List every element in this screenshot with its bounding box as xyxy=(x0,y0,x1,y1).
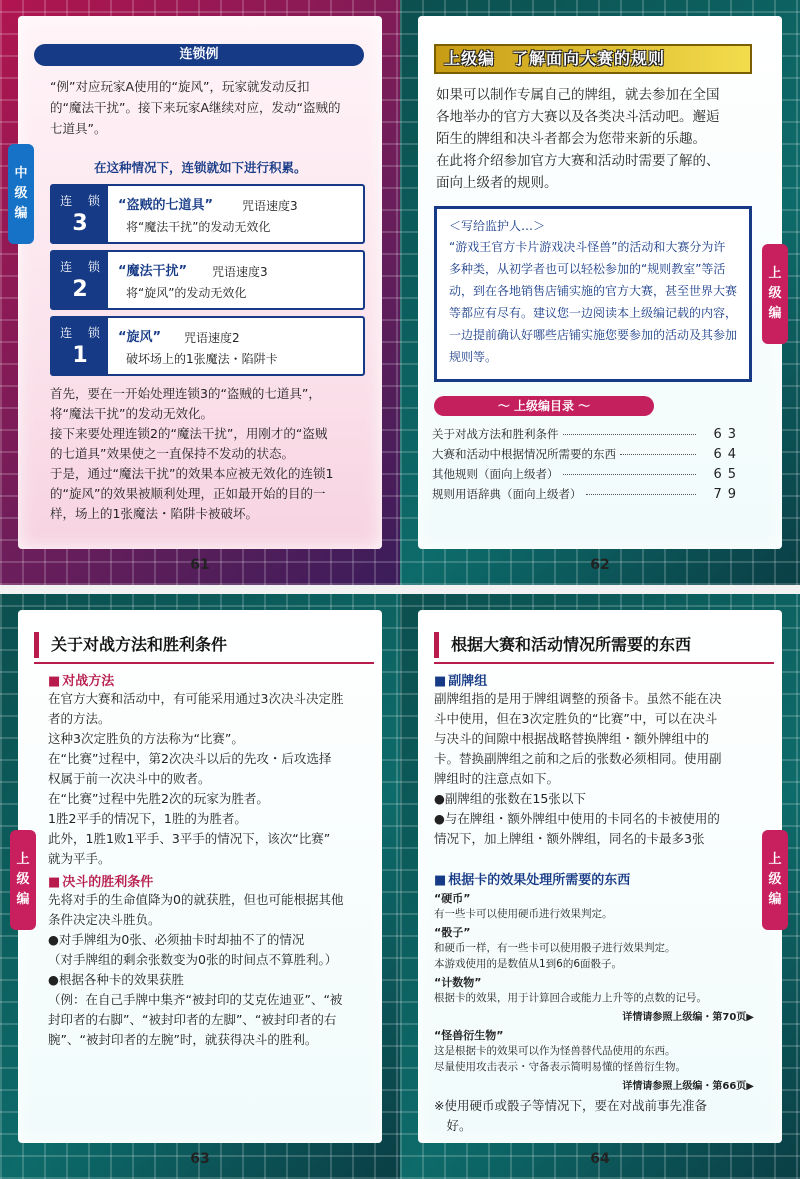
text-line: 首先，要在一开始处理连锁3的“盗贼的七道具”， xyxy=(50,386,321,401)
text-line: 和硬币一样，有一些卡可以使用骰子进行效果判定。 xyxy=(434,942,676,954)
page-reference-link[interactable]: 详情请参照上级编・第70页▶ xyxy=(622,1012,754,1023)
side-tab-char: 上 xyxy=(16,852,30,867)
section-title: 关于对战方法和胜利条件 xyxy=(34,632,364,658)
text-line: 将“魔法干扰”的发动无效化。 xyxy=(50,406,213,421)
toc-page: 79 xyxy=(713,487,742,502)
card-name: “魔法干扰” xyxy=(118,264,188,279)
text-line: 先将对手的生命值降为0的就获胜，但也可能根据其他 xyxy=(48,892,344,907)
table-of-contents xyxy=(432,426,742,506)
chain-number: 3 xyxy=(72,211,88,236)
page-63-body xyxy=(48,670,366,1050)
text-line: 于是，通过“魔法干扰”的效果本应被无效化的连锁1 xyxy=(50,466,334,481)
chain-number: 1 xyxy=(72,343,88,368)
subheading-victory-conditions: ■ 决斗的胜利条件 xyxy=(48,871,366,890)
page-63 xyxy=(0,594,400,1179)
toc-label: 规则用语辞典（面向上级者） xyxy=(432,487,582,501)
text-line: ●对手牌组为0张、必须抽卡时却抽不了的情况 xyxy=(48,932,305,947)
section-title-chain-example: 连锁例 xyxy=(34,44,364,66)
intro-text xyxy=(50,76,370,139)
chain-box-3 xyxy=(50,184,365,244)
term-dice: “骰子” xyxy=(434,926,471,939)
side-tab-char: 级 xyxy=(768,286,782,301)
page-64-body xyxy=(434,670,754,1136)
side-tab-char: 级 xyxy=(768,872,782,887)
chain-number: 2 xyxy=(72,277,88,302)
subheading-effect-items: ■ 根据卡的效果处理所需要的东西 xyxy=(434,869,754,888)
page-64 xyxy=(400,594,800,1179)
text-line: 斗中使用，但在3次定胜负的“比赛”中，可以在决斗 xyxy=(434,711,718,726)
toc-item[interactable] xyxy=(432,486,742,506)
side-tab-char: 编 xyxy=(768,306,782,321)
bottom-spread xyxy=(0,594,800,1179)
page-number: 61 xyxy=(190,557,210,573)
note-line: 好。 xyxy=(434,1118,472,1133)
toc-page: 65 xyxy=(713,467,742,482)
chain-effect: 将“旋风”的发动无效化 xyxy=(126,286,247,300)
toc-page: 64 xyxy=(713,447,742,462)
text-line: 封印者的右脚”、“被封印者的左脚”、“被封印者的右 xyxy=(48,1012,337,1027)
spell-speed: 咒语速度3 xyxy=(242,199,298,213)
text-line: ●根据各种卡的效果获胜 xyxy=(48,972,184,987)
intro-text xyxy=(436,84,766,194)
side-tab-char: 上 xyxy=(768,266,782,281)
page-title: 上级编 了解面向大赛的规则 xyxy=(434,44,752,74)
text-line: 各地举办的官方大赛以及各类决斗活动吧。邂逅 xyxy=(436,109,720,125)
toc-item[interactable] xyxy=(432,466,742,486)
toc-label: 大赛和活动中根据情况所需要的东西 xyxy=(432,447,616,461)
text-line: “游戏王官方卡片游戏决斗怪兽”的活动和大赛分为许 xyxy=(449,240,726,254)
chain-box-1 xyxy=(50,316,365,376)
toc-page: 63 xyxy=(713,427,742,442)
text-line: 者的方法。 xyxy=(48,711,111,726)
text-line: 副牌组指的是用于牌组调整的预备卡。虽然不能在决 xyxy=(434,691,722,706)
toc-label: 其他规则（面向上级者） xyxy=(432,467,559,481)
text-line: 接下来要处理连锁2的“魔法干扰”，用刚才的“盗贼 xyxy=(50,426,328,441)
text-line: 卡。替换副牌组之前和之后的张数必须相同。使用副 xyxy=(434,751,722,766)
chain-effect: 破坏场上的1张魔法・陷阱卡 xyxy=(126,352,278,366)
text-line: “例”对应玩家A使用的“旋风”，玩家就发动反扣 xyxy=(50,79,310,94)
body-text xyxy=(50,384,370,524)
term-monster-token: “怪兽衍生物” xyxy=(434,1029,504,1042)
toc-item[interactable] xyxy=(432,446,742,466)
term-coin: “硬币” xyxy=(434,892,471,905)
text-line: 腕”、“被封印者的左腕”时，就获得决斗的胜利。 xyxy=(48,1032,318,1047)
chain-number-block xyxy=(52,186,108,242)
text-line: 在“比赛”过程中先胜2次的玩家为胜者。 xyxy=(48,791,269,806)
subheading-battle-method: ■ 对战方法 xyxy=(48,670,366,689)
toc-label: 关于对战方法和胜利条件 xyxy=(432,427,559,441)
chain-label: 连 锁 xyxy=(60,260,106,274)
text-line: 情况下，加上牌组・额外牌组，同名的卡最多3张 xyxy=(434,831,705,846)
text-line: 的“魔法干扰”。接下来玩家A继续对应，发动“盗贼的 xyxy=(50,100,341,115)
page-number: 64 xyxy=(590,1151,610,1167)
text-line: 有一些卡可以使用硬币进行效果判定。 xyxy=(434,908,613,920)
page-reference-link[interactable]: 详情请参照上级编・第66页▶ xyxy=(622,1081,754,1092)
page-61 xyxy=(0,0,400,585)
text-line: 1胜2平手的情况下，1胜的为胜者。 xyxy=(48,811,247,826)
text-line: 陌生的牌组和决斗者都会为您带来新的乐趣。 xyxy=(436,131,706,147)
side-tab-char: 编 xyxy=(768,892,782,907)
toc-leader xyxy=(586,494,697,495)
page-62 xyxy=(400,0,800,585)
note-line: ※使用硬币或骰子等情况下，要在对战前事先准备 xyxy=(434,1098,707,1113)
text-line: 的“旋风”的效果被顺利处理，正如最开始的目的一 xyxy=(50,486,326,501)
spell-speed: 咒语速度3 xyxy=(212,265,268,279)
text-line: 这种3次定胜负的方法称为“比赛”。 xyxy=(48,731,244,746)
card-name: “旋风” xyxy=(118,330,162,345)
text-line: 动，到在各地销售店铺实施的官方大赛，甚至世界大赛 xyxy=(449,284,738,298)
text-line: 等都应有尽有。建议您一边阅读本上级编记载的内容， xyxy=(449,306,738,320)
side-tab-char: 编 xyxy=(14,206,28,221)
side-tab-advanced xyxy=(10,830,36,930)
page-number: 62 xyxy=(590,557,610,573)
section-title: 根据大赛和活动情况所需要的东西 xyxy=(434,632,754,658)
side-tab-advanced xyxy=(762,830,788,930)
chain-effect: 将“魔法干扰”的发动无效化 xyxy=(126,220,271,234)
chain-label: 连 锁 xyxy=(60,326,106,340)
chain-label: 连 锁 xyxy=(60,194,106,208)
text-line: ●与在牌组・额外牌组中使用的卡同名的卡被使用的 xyxy=(434,811,720,826)
text-line: 面向上级者的规则。 xyxy=(436,175,558,191)
text-line: （对手牌组的剩余张数变为0张的时间点不算胜利。） xyxy=(48,952,338,967)
text-line: （例：在自己手牌中集齐“被封印的艾克佐迪亚”、“被 xyxy=(48,992,343,1007)
text-line: 尽量使用攻击表示・守备表示简明易懂的怪兽衍生物。 xyxy=(434,1061,686,1073)
chain-number-block xyxy=(52,318,108,374)
toc-leader xyxy=(620,454,696,455)
side-tab-char: 中 xyxy=(14,166,28,181)
toc-leader xyxy=(563,434,697,435)
text-line: 本游戏使用的是数值从1到6的6面骰子。 xyxy=(434,958,623,970)
text-line: 多种类，从初学者也可以轻松参加的“规则教室”等活 xyxy=(449,262,726,276)
text-line: 在“比赛”过程中，第2次决斗以后的先攻・后攻选择 xyxy=(48,751,332,766)
text-line: 规则等。 xyxy=(449,350,498,364)
text-line: 条件决定决斗胜负。 xyxy=(48,912,161,927)
text-line: 在官方大赛和活动中，有可能采用通过3次决斗决定胜 xyxy=(48,691,344,706)
side-tab-char: 编 xyxy=(16,892,30,907)
top-spread xyxy=(0,0,800,585)
text-line: 如果可以制作专属自己的牌组，就去参加在全国 xyxy=(436,87,720,103)
toc-item[interactable] xyxy=(432,426,742,446)
toc-heading: ～ 上级编目录 ～ xyxy=(434,396,654,416)
spell-speed: 咒语速度2 xyxy=(184,331,240,345)
text-line: 在此将介绍参加官方大赛和活动时需要了解的、 xyxy=(436,153,720,169)
page-number: 63 xyxy=(190,1151,210,1167)
chain-heading: 在这种情况下，连锁就如下进行积累。 xyxy=(94,160,307,175)
chain-box-2 xyxy=(50,250,365,310)
text-line: 七道具”。 xyxy=(50,121,107,136)
toc-leader xyxy=(563,474,697,475)
text-line: 这是根据卡的效果可以作为怪兽替代品使用的东西。 xyxy=(434,1045,676,1057)
text-line: 此外，1胜1败1平手、3平手的情况下，该次“比赛” xyxy=(48,831,331,846)
text-line: 牌组时的注意点如下。 xyxy=(434,771,560,786)
text-line: 一边提前确认好哪些店铺实施您要参加的活动及其参加 xyxy=(449,328,738,342)
text-line: 根据卡的效果，用于计算回合或能力上升等的点数的记号。 xyxy=(434,992,707,1004)
card-name: “盗贼的七道具” xyxy=(118,198,214,213)
text-line: ●副牌组的张数在15张以下 xyxy=(434,791,586,806)
guardian-note-box xyxy=(434,206,752,382)
side-tab-intermediate xyxy=(8,144,34,244)
text-line: 权属于前一次决斗中的败者。 xyxy=(48,771,211,786)
side-tab-char: 级 xyxy=(14,186,28,201)
side-tab-char: 上 xyxy=(768,852,782,867)
note-heading: ＜写给监护人…＞ xyxy=(449,219,546,233)
text-line: 的七道具”效果使之一直保持不发动的状态。 xyxy=(50,446,294,461)
chain-number-block xyxy=(52,252,108,308)
text-line: 就为平手。 xyxy=(48,851,111,866)
side-tab-advanced xyxy=(762,244,788,344)
text-line: 与决斗的间隙中根据战略替换牌组・额外牌组中的 xyxy=(434,731,710,746)
side-tab-char: 级 xyxy=(16,872,30,887)
term-counter: “计数物” xyxy=(434,976,482,989)
subheading-side-deck: ■ 副牌组 xyxy=(434,670,754,689)
text-line: 样，场上的1张魔法・陷阱卡被破坏。 xyxy=(50,506,258,521)
